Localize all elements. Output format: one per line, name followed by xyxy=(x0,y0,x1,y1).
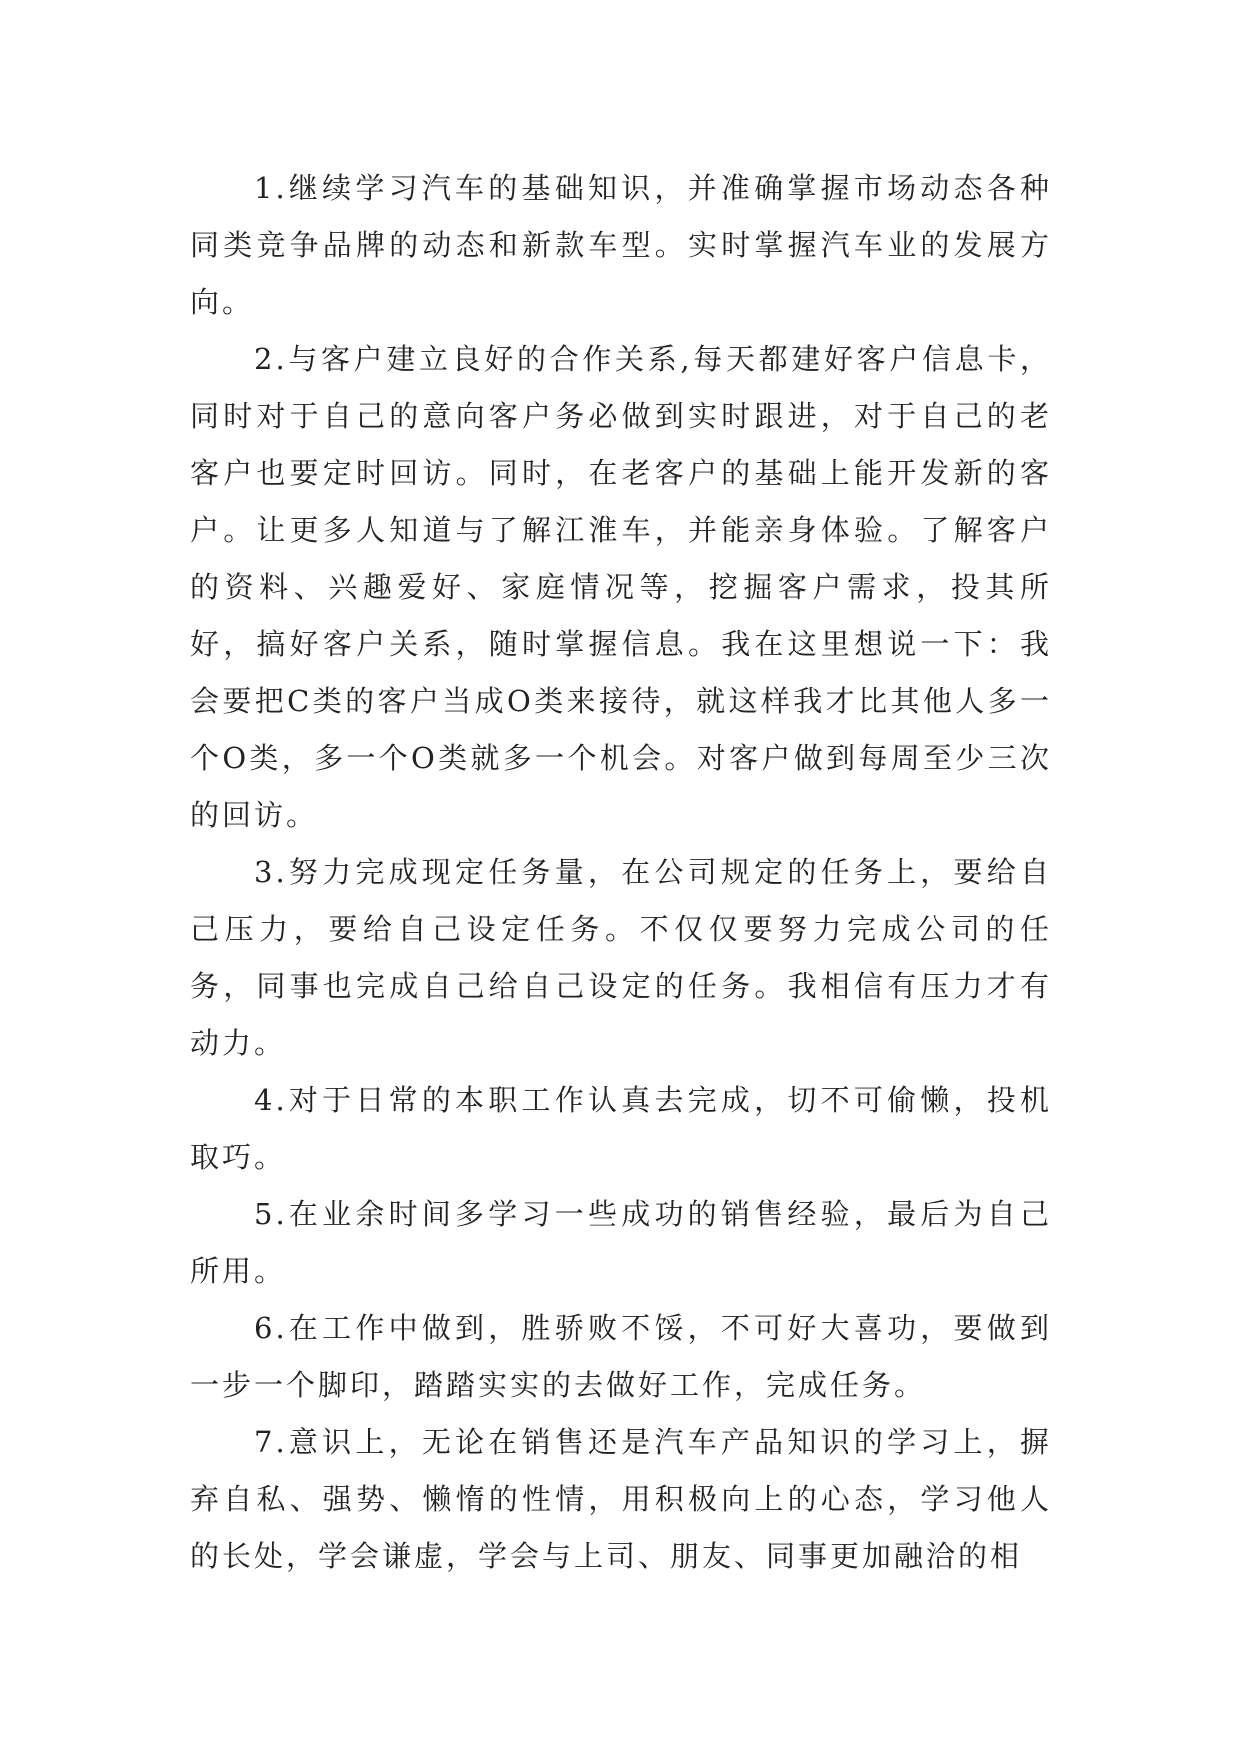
paragraph-6: 6.在工作中做到，胜骄败不馁，不可好大喜功，要做到一步一个脚印，踏踏实实的去做好工作，完成任务。 xyxy=(190,1311,1052,1402)
paragraph-2: 2.与客户建立良好的合作关系,每天都建好客户信息卡，同时对于自己的意向客户务必做到实时跟进，对于自己的老客户也要定时回访。同时，在老客户的基础上能开发新的客户。让更多人知道与了解江淮车，并能亲身体验。了解客户的资料、兴趣爱好、家庭情况等，挖掘客户需求，投其所好，搞好客户关系，随时掌握信息。我在这里想说一下：我会要把C类的客户当成O类来接待，就这样我才比其他人多一个O类，多一个O类就多一个机会。对客户做到每周至少三次的回访。 xyxy=(190,342,1052,832)
paragraph-3: 3.努力完成现定任务量，在公司规定的任务上，要给自己压力，要给自己设定任务。不仅仅要努力完成公司的任务，同事也完成自己给自己设定的任务。我相信有压力才有动力。 xyxy=(190,855,1052,1060)
paragraph-7: 7.意识上，无论在销售还是汽车产品知识的学习上，摒弃自私、强势、懒惰的性情，用积极向上的心态，学习他人的长处，学会谦虚，学会与上司、朋友、同事更加融洽的相 xyxy=(190,1425,1052,1573)
paragraph-5: 5.在业余时间多学习一些成功的销售经验，最后为自己所用。 xyxy=(190,1197,1052,1288)
paragraph-1: 1.继续学习汽车的基础知识，并准确掌握市场动态各种同类竞争品牌的动态和新款车型。实时掌握汽车业的发展方向。 xyxy=(190,171,1052,319)
document-body xyxy=(190,160,1052,1585)
paragraph-4: 4.对于日常的本职工作认真去完成，切不可偷懒，投机取巧。 xyxy=(190,1083,1052,1174)
